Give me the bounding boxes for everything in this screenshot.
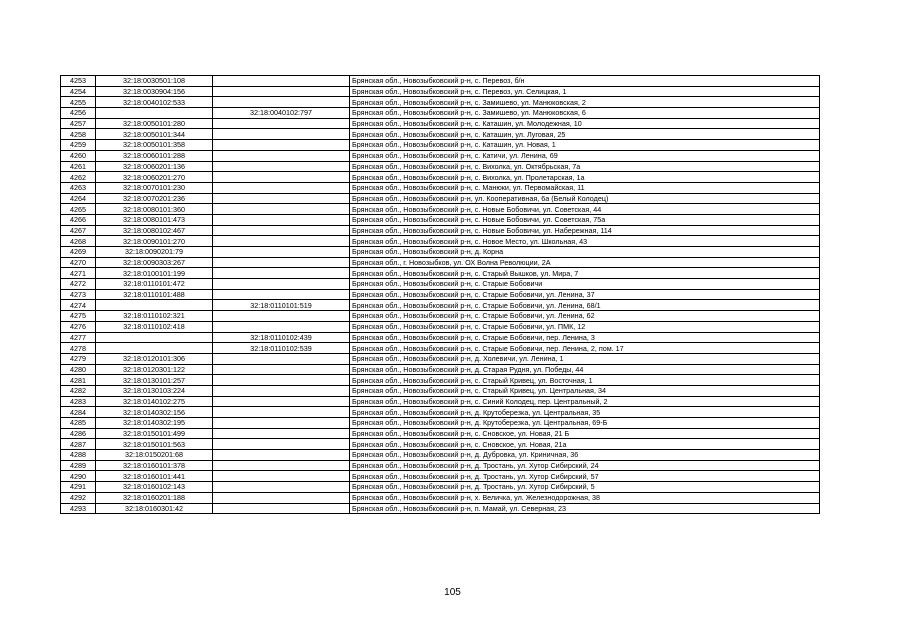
cadastral-number-alt-cell [213,182,350,193]
address-cell: Брянская обл., Новозыбковский р-н, с. Каташин, ул. Луговая, 25 [350,129,820,140]
cadastral-number-alt-cell [213,460,350,471]
cadastral-number-cell: 32:18:0110102:418 [96,321,213,332]
address-cell: Брянская обл., Новозыбковский р-н, с. Новые Бобовичи, ул. Набережная, 114 [350,225,820,236]
cadastral-number-cell: 32:18:0110101:472 [96,279,213,290]
cadastral-number-alt-cell [213,247,350,258]
table-row [61,97,820,108]
cadastral-number-cell: 32:18:0130103:224 [96,385,213,396]
cadastral-number-alt-cell [213,385,350,396]
cadastral-number-cell: 32:18:0110102:321 [96,311,213,322]
table-row [61,182,820,193]
address-cell: Брянская обл., Новозыбковский р-н, д. Крутоберезка, ул. Центральная, 35 [350,407,820,418]
cadastral-number-alt-cell [213,482,350,493]
address-cell: Брянская обл., Новозыбковский р-н, с. Сновское, ул. Новая, 21а [350,439,820,450]
address-cell: Брянская обл., Новозыбковский р-н, с. Вихолка, ул. Пролетарская, 1а [350,172,820,183]
address-cell: Брянская обл., Новозыбковский р-н, с. Старые Бобовичи, пер. Ленина, 2, пом. 17 [350,343,820,354]
table-row [61,396,820,407]
cadastral-number-alt-cell [213,439,350,450]
table-row [61,225,820,236]
row-number-cell: 4268 [61,236,96,247]
row-number-cell: 4263 [61,182,96,193]
address-cell: Брянская обл., Новозыбковский р-н, с. Старые Бобовичи, ул. Ленина, 68/1 [350,300,820,311]
cadastral-number-alt-cell [213,86,350,97]
cadastral-number-alt-cell [213,225,350,236]
table-row [61,460,820,471]
row-number-cell: 4291 [61,482,96,493]
address-cell: Брянская обл., Новозыбковский р-н, с. Старый Кривец, ул. Восточная, 1 [350,375,820,386]
cadastral-number-cell: 32:18:0080101:360 [96,204,213,215]
cadastral-number-cell: 32:18:0060201:270 [96,172,213,183]
cadastral-number-alt-cell: 32:18:0110102:439 [213,332,350,343]
row-number-cell: 4289 [61,460,96,471]
cadastral-number-cell: 32:18:0130101:257 [96,375,213,386]
row-number-cell: 4276 [61,321,96,332]
address-cell: Брянская обл., Новозыбковский р-н, с. Старые Бобовичи [350,279,820,290]
row-number-cell: 4293 [61,503,96,514]
row-number-cell: 4266 [61,214,96,225]
cadastral-number-cell: 32:18:0150101:499 [96,428,213,439]
table-row [61,332,820,343]
table-row [61,503,820,514]
table-row [61,118,820,129]
cadastral-number-alt-cell [213,311,350,322]
table-row [61,492,820,503]
cadastral-number-cell: 32:18:0090101:270 [96,236,213,247]
cadastral-number-cell: 32:18:0090201:79 [96,247,213,258]
address-cell: Брянская обл., Новозыбковский р-н, с. Каташин, ул. Новая, 1 [350,140,820,151]
cadastral-number-alt-cell [213,289,350,300]
cadastral-number-cell: 32:18:0160101:378 [96,460,213,471]
row-number-cell: 4292 [61,492,96,503]
address-cell: Брянская обл., Новозыбковский р-н, с. Старый Кривец, ул. Центральная, 34 [350,385,820,396]
table-row [61,353,820,364]
row-number-cell: 4273 [61,289,96,300]
cadastral-number-alt-cell [213,193,350,204]
address-cell: Брянская обл., Новозыбковский р-н, д. Тростань, ул. Хутор Сибирский, 57 [350,471,820,482]
row-number-cell: 4283 [61,396,96,407]
table-row [61,76,820,87]
table-row [61,300,820,311]
cadastral-number-alt-cell [213,214,350,225]
table-row [61,214,820,225]
cadastral-number-alt-cell [213,396,350,407]
address-cell: Брянская обл., Новозыбковский р-н, д. Тростань, ул. Хутор Сибирский, 24 [350,460,820,471]
cadastral-number-alt-cell [213,97,350,108]
cadastral-number-cell: 32:18:0030501:108 [96,76,213,87]
row-number-cell: 4282 [61,385,96,396]
row-number-cell: 4255 [61,97,96,108]
table-row [61,375,820,386]
address-cell: Брянская обл., Новозыбковский р-н, д. Старая Рудня, ул. Победы, 44 [350,364,820,375]
table-row [61,268,820,279]
cadastral-number-alt-cell [213,503,350,514]
address-cell: Брянская обл., Новозыбковский р-н, с. Старый Вышков, ул. Мира, 7 [350,268,820,279]
table-row [61,172,820,183]
cadastral-number-cell: 32:18:0090303:267 [96,257,213,268]
table-row [61,428,820,439]
table-row [61,418,820,429]
cadastral-number-cell: 32:18:0050101:344 [96,129,213,140]
address-cell: Брянская обл., Новозыбковский р-н, с. Каташин, ул. Молодежная, 10 [350,118,820,129]
table-row [61,364,820,375]
cadastral-number-cell [96,332,213,343]
row-number-cell: 4272 [61,279,96,290]
row-number-cell: 4280 [61,364,96,375]
cadastral-number-cell: 32:18:0060101:288 [96,150,213,161]
row-number-cell: 4261 [61,161,96,172]
address-cell: Брянская обл., Новозыбковский р-н, с. Перевоз, ул. Селицкая, 1 [350,86,820,97]
cadastral-number-alt-cell: 32:18:0040102:797 [213,108,350,119]
address-cell: Брянская обл., Новозыбковский р-н, ул. Кооперативная, 6а (Белый Колодец) [350,193,820,204]
table-row [61,236,820,247]
cadastral-number-alt-cell [213,321,350,332]
table-row [61,482,820,493]
cadastral-number-alt-cell [213,129,350,140]
row-number-cell: 4271 [61,268,96,279]
row-number-cell: 4262 [61,172,96,183]
property-registry-table [60,75,820,514]
address-cell: Брянская обл., Новозыбковский р-н, с. Перевоз, б/н [350,76,820,87]
row-number-cell: 4269 [61,247,96,258]
cadastral-number-alt-cell [213,418,350,429]
cadastral-number-cell: 32:18:0120101:306 [96,353,213,364]
row-number-cell: 4281 [61,375,96,386]
cadastral-number-alt-cell [213,150,350,161]
row-number-cell: 4277 [61,332,96,343]
table-row [61,193,820,204]
address-cell: Брянская обл., Новозыбковский р-н, с. Катичи, ул. Ленина, 69 [350,150,820,161]
cadastral-number-alt-cell [213,236,350,247]
address-cell: Брянская обл., Новозыбковский р-н, д. Тростань, ул. Хутор Сибирский, 5 [350,482,820,493]
cadastral-number-cell: 32:18:0030904:156 [96,86,213,97]
table-row [61,140,820,151]
cadastral-number-alt-cell [213,375,350,386]
cadastral-number-alt-cell [213,172,350,183]
address-cell: Брянская обл., Новозыбковский р-н, д. Холевичи, ул. Ленина, 1 [350,353,820,364]
cadastral-number-alt-cell [213,492,350,503]
address-cell: Брянская обл., Новозыбковский р-н, с. Новое Место, ул. Школьная, 43 [350,236,820,247]
cadastral-number-alt-cell [213,140,350,151]
row-number-cell: 4267 [61,225,96,236]
row-number-cell: 4275 [61,311,96,322]
row-number-cell: 4278 [61,343,96,354]
cadastral-number-alt-cell: 32:18:0110102:539 [213,343,350,354]
cadastral-number-cell: 32:18:0160301:42 [96,503,213,514]
row-number-cell: 4258 [61,129,96,140]
cadastral-number-alt-cell [213,204,350,215]
row-number-cell: 4285 [61,418,96,429]
table-row [61,257,820,268]
cadastral-number-alt-cell [213,118,350,129]
row-number-cell: 4264 [61,193,96,204]
cadastral-number-cell [96,300,213,311]
table-row [61,407,820,418]
address-cell: Брянская обл., Новозыбковский р-н, х. Величка, ул. Железнодорожная, 38 [350,492,820,503]
address-cell: Брянская обл., Новозыбковский р-н, с. Старые Бобовичи, ул. ПМК, 12 [350,321,820,332]
cadastral-number-cell: 32:18:0110101:488 [96,289,213,300]
cadastral-number-cell: 32:18:0070101:230 [96,182,213,193]
table-row [61,161,820,172]
address-cell: Брянская обл., Новозыбковский р-н, д. Дубровка, ул. Криничная, 36 [350,450,820,461]
address-cell: Брянская обл., Новозыбковский р-н, с. Вихолка, ул. Октябрьская, 7а [350,161,820,172]
row-number-cell: 4284 [61,407,96,418]
cadastral-number-alt-cell [213,268,350,279]
address-cell: Брянская обл., Новозыбковский р-н, с. Новые Бобовичи, ул. Советская, 75а [350,214,820,225]
cadastral-number-cell: 32:18:0160101:441 [96,471,213,482]
table-row [61,311,820,322]
cadastral-number-cell: 32:18:0140302:156 [96,407,213,418]
table-row [61,343,820,354]
page-number: 105 [444,587,461,598]
row-number-cell: 4265 [61,204,96,215]
cadastral-number-alt-cell [213,450,350,461]
address-cell: Брянская обл., Новозыбковский р-н, с. Сновское, ул. Новая, 21 Б [350,428,820,439]
cadastral-number-cell: 32:18:0070201:236 [96,193,213,204]
cadastral-number-alt-cell [213,364,350,375]
table-row [61,471,820,482]
cadastral-number-cell: 32:18:0120301:122 [96,364,213,375]
cadastral-number-cell: 32:18:0140102:275 [96,396,213,407]
cadastral-number-alt-cell [213,353,350,364]
table-row [61,108,820,119]
cadastral-number-cell: 32:18:0050101:358 [96,140,213,151]
address-cell: Брянская обл., Новозыбковский р-н, с. Замишево, ул. Манюковская, 2 [350,97,820,108]
row-number-cell: 4259 [61,140,96,151]
table-row [61,385,820,396]
address-cell: Брянская обл., г. Новозыбков, ул. ОХ Волна Революции, 2А [350,257,820,268]
table-row [61,86,820,97]
cadastral-number-cell: 32:18:0050101:280 [96,118,213,129]
address-cell: Брянская обл., Новозыбковский р-н, с. Старые Бобовичи, ул. Ленина, 37 [350,289,820,300]
row-number-cell: 4290 [61,471,96,482]
address-cell: Брянская обл., Новозыбковский р-н, с. Старые Бобовичи, ул. Ленина, 62 [350,311,820,322]
table-row [61,129,820,140]
row-number-cell: 4274 [61,300,96,311]
cadastral-number-alt-cell [213,257,350,268]
address-cell: Брянская обл., Новозыбковский р-н, д. Крутоберезка, ул. Центральная, 69-Б [350,418,820,429]
table-row [61,321,820,332]
cadastral-number-cell: 32:18:0080102:467 [96,225,213,236]
address-cell: Брянская обл., Новозыбковский р-н, с. Манюки, ул. Первомайская, 11 [350,182,820,193]
table-row [61,289,820,300]
cadastral-number-cell: 32:18:0160201:188 [96,492,213,503]
cadastral-number-alt-cell [213,471,350,482]
row-number-cell: 4253 [61,76,96,87]
cadastral-number-alt-cell [213,76,350,87]
cadastral-number-cell: 32:18:0060201:136 [96,161,213,172]
registry-body [61,76,820,514]
row-number-cell: 4287 [61,439,96,450]
address-cell: Брянская обл., Новозыбковский р-н, с. Замишево, ул. Манюковская, 6 [350,108,820,119]
cadastral-number-alt-cell [213,407,350,418]
table-row [61,439,820,450]
cadastral-number-alt-cell [213,279,350,290]
row-number-cell: 4254 [61,86,96,97]
cadastral-number-cell [96,108,213,119]
table-row [61,204,820,215]
address-cell: Брянская обл., Новозыбковский р-н, п. Мамай, ул. Северная, 23 [350,503,820,514]
row-number-cell: 4288 [61,450,96,461]
row-number-cell: 4256 [61,108,96,119]
table-row [61,450,820,461]
cadastral-number-cell: 32:18:0100101:199 [96,268,213,279]
address-cell: Брянская обл., Новозыбковский р-н, с. Новые Бобовичи, ул. Советская, 44 [350,204,820,215]
cadastral-number-alt-cell: 32:18:0110101:519 [213,300,350,311]
cadastral-number-cell: 32:18:0160102:143 [96,482,213,493]
address-cell: Брянская обл., Новозыбковский р-н, с. Старые Бобовичи, пер. Ленина, 3 [350,332,820,343]
table-row [61,247,820,258]
row-number-cell: 4270 [61,257,96,268]
cadastral-number-alt-cell [213,161,350,172]
address-cell: Брянская обл., Новозыбковский р-н, д. Корна [350,247,820,258]
row-number-cell: 4260 [61,150,96,161]
cadastral-number-cell: 32:18:0150101:563 [96,439,213,450]
row-number-cell: 4257 [61,118,96,129]
row-number-cell: 4286 [61,428,96,439]
table-row [61,279,820,290]
cadastral-number-cell [96,343,213,354]
cadastral-number-cell: 32:18:0150201:68 [96,450,213,461]
cadastral-number-cell: 32:18:0140302:195 [96,418,213,429]
cadastral-number-cell: 32:18:0080101:473 [96,214,213,225]
address-cell: Брянская обл., Новозыбковский р-н, с. Синий Колодец, пер. Центральный, 2 [350,396,820,407]
table-row [61,150,820,161]
cadastral-number-alt-cell [213,428,350,439]
cadastral-number-cell: 32:18:0040102:533 [96,97,213,108]
row-number-cell: 4279 [61,353,96,364]
